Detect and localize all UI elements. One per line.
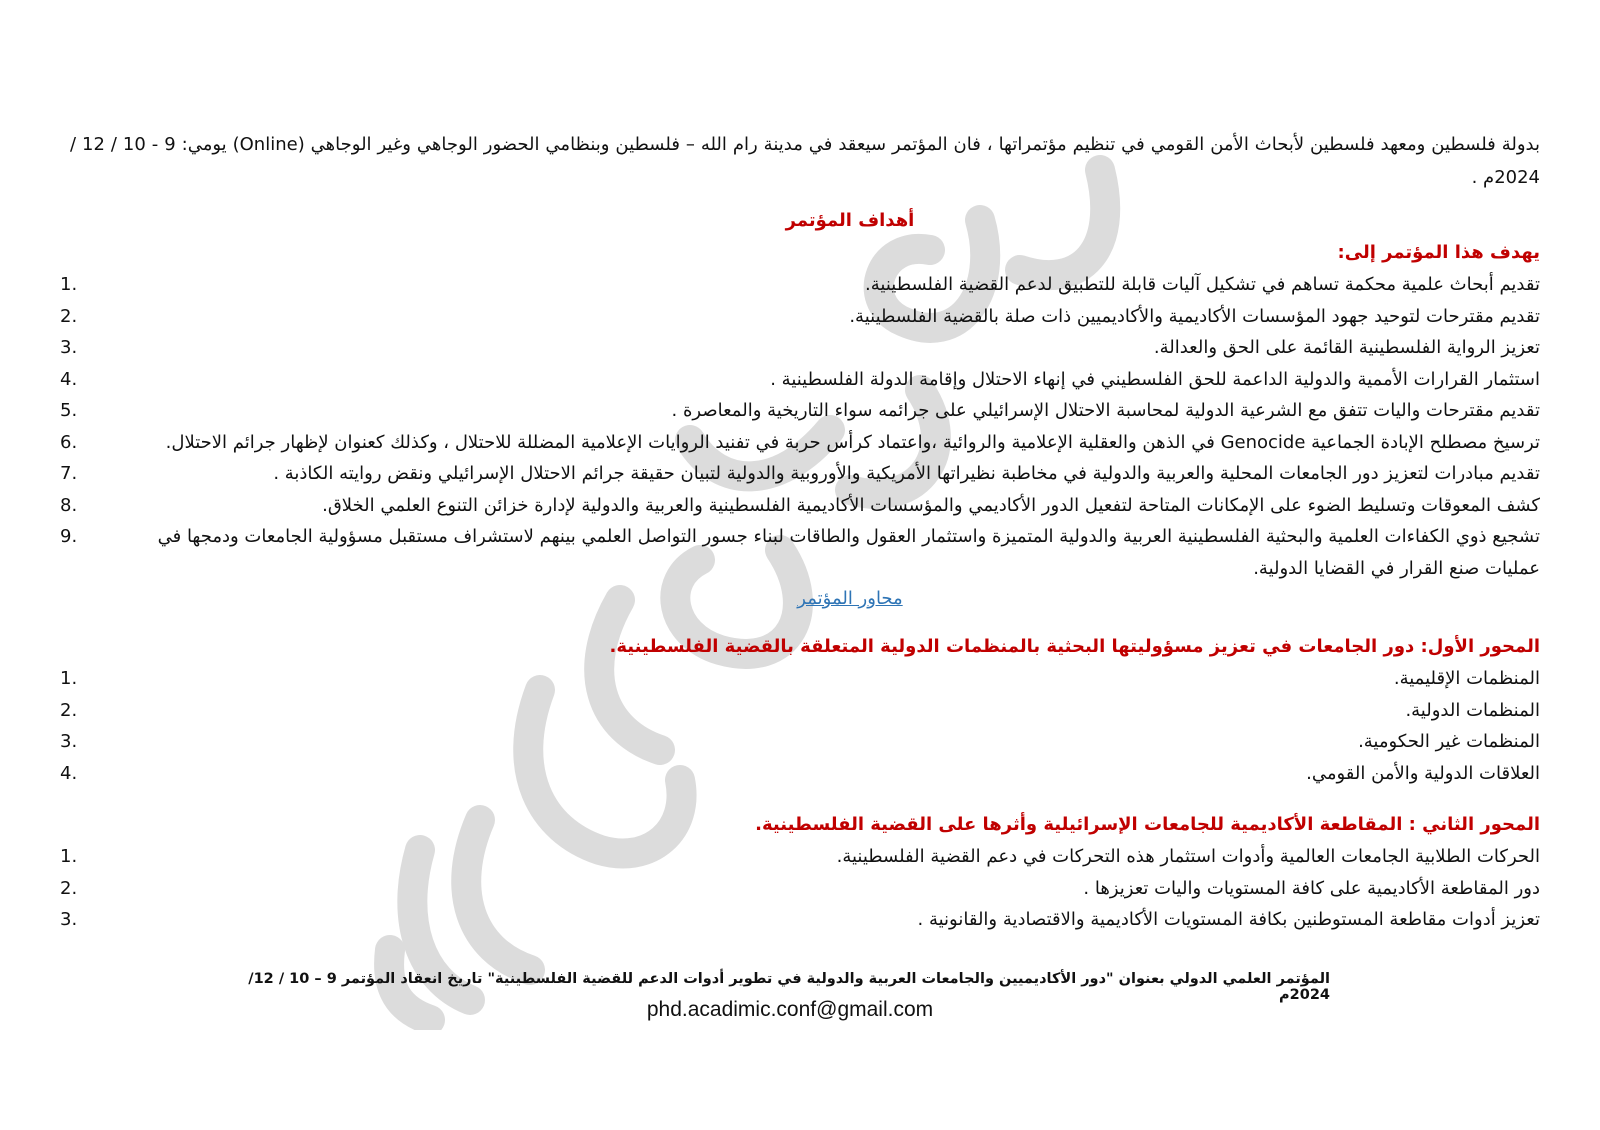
list-item — [60, 490, 1540, 522]
intro-paragraph: بدولة فلسطين ومعهد فلسطين لأبحاث الأمن القومي في تنظيم مؤتمراتها ، فان المؤتمر سيعقد في مدينة رام الله – فلسطين وبنظامي الحضور الوجاهي وغير الوجاهي (Online) يومي: 9 - 10 / 12 / 2024م . — [70, 134, 1540, 188]
list-item — [60, 395, 1540, 427]
list-item-number: 2. — [60, 877, 78, 899]
list-item-text: دور المقاطعة الأكاديمية على كافة المستويات واليات تعزيزها . — [1083, 877, 1540, 899]
axis2-title: المحور الثاني : المقاطعة الأكاديمية للجامعات الإسرائيلية وأثرها على القضية الفلسطينية. — [755, 814, 1540, 835]
list-item-number: 6. — [60, 431, 78, 453]
list-item — [60, 364, 1540, 396]
list-item-text: تعزيز الرواية الفلسطينية القائمة على الحق والعدالة. — [1153, 337, 1540, 358]
list-item — [60, 663, 1540, 695]
list-item-text: تقديم مبادرات لتعزيز دور الجامعات المحلية والعربية والدولية في مخاطبة نظيراتها الأمريكية والأوروبية والدولية لتبيان حقيقة جرائم الاحتلال الإسرائيلي ونقض روايته الكاذبة . — [273, 463, 1540, 484]
list-item-text: العلاقات الدولية والأمن القومي. — [1306, 762, 1540, 784]
list-item-number: 3. — [60, 909, 78, 930]
list-item-text: استثمار القرارات الأممية والدولية الداعمة للحق الفلسطيني في إنهاء الاحتلال وإقامة الدولة الفلسطينية . — [770, 368, 1540, 390]
list-item — [60, 269, 1540, 301]
goals-heading: أهداف المؤتمر — [785, 210, 915, 231]
list-item-text: المنظمات الدولية. — [1405, 699, 1540, 721]
document-body — [60, 128, 1540, 936]
footer-email[interactable]: phd.acadimic.conf@gmail.com — [646, 998, 934, 1021]
axes-heading[interactable]: محاور المؤتمر — [797, 588, 903, 609]
list-item-text: تقديم مقترحات واليات تتفق مع الشرعية الدولية لمحاسبة الاحتلال الإسرائيلي على جرائمه سواء التاريخية والمعاصرة . — [671, 400, 1540, 421]
list-item-text: الحركات الطلابية الجامعات العالمية وأدوات استثمار هذه التحركات في دعم القضية الفلسطينية. — [836, 846, 1540, 867]
axis1-title: المحور الأول: دور الجامعات في تعزيز مسؤوليتها البحثية بالمنظمات الدولية المتعلقة بالقضية الفلسطينية. — [609, 636, 1540, 657]
list-item-number: 2. — [60, 305, 78, 327]
list-item-number: 4. — [60, 368, 78, 390]
list-item-text: ترسيخ مصطلح الإبادة الجماعية Genocide في الذهن والعقلية الإعلامية والروائية ،واعتماد كرأس حربة في تفنيد الروايات الإعلامية المضللة للاحتلال ، وكذلك كعنوان لإظهار جرائم الاحتلال. — [165, 431, 1540, 453]
list-item-number: 1. — [60, 274, 78, 295]
list-item — [60, 427, 1540, 459]
list-item — [60, 758, 1540, 790]
goals-intro: يهدف هذا المؤتمر إلى: — [1337, 242, 1540, 263]
list-item — [60, 873, 1540, 905]
list-item — [60, 521, 1540, 584]
list-item-text: تشجيع ذوي الكفاءات العلمية والبحثية الفلسطينية العربية والدولية المتميزة واستثمار العقول والطاقات لبناء جسور التواصل العلمي بينهم لاستشراف مستقبل مسؤولية الجامعات ودمجها في عمليات صنع القرار في القضايا الدولية. — [157, 526, 1540, 579]
list-item — [60, 695, 1540, 727]
list-item-number: 1. — [60, 846, 78, 867]
footer-conference-title: المؤتمر العلمي الدولي بعنوان "دور الأكاديميين والجامعات العربية والدولية في تطوير أدوات الدعم للقضية الفلسطينية" تاريخ انعقاد المؤتمر 9 – 10 / 12/ 2024م — [248, 971, 1330, 1003]
list-item-number: 3. — [60, 731, 78, 752]
axis1-list — [60, 663, 1540, 789]
list-item-number: 5. — [60, 400, 78, 421]
list-item-number: 1. — [60, 668, 78, 689]
list-item-number: 3. — [60, 337, 78, 358]
list-item — [60, 726, 1540, 758]
list-item — [60, 904, 1540, 936]
axis2-list — [60, 841, 1540, 936]
list-item — [60, 458, 1540, 490]
list-item-text: تقديم أبحاث علمية محكمة تساهم في تشكيل آليات قابلة للتطبيق لدعم القضية الفلسطينية. — [865, 274, 1540, 295]
list-item — [60, 841, 1540, 873]
list-item — [60, 301, 1540, 333]
list-item-number: 8. — [60, 494, 78, 516]
list-item — [60, 332, 1540, 364]
list-item-number: 2. — [60, 699, 78, 721]
list-item-number: 9. — [60, 526, 78, 547]
list-item-text: تعزيز أدوات مقاطعة المستوطنين بكافة المستويات الأكاديمية والاقتصادية والقانونية . — [917, 909, 1540, 930]
list-item-number: 7. — [60, 463, 78, 484]
list-item-text: تقديم مقترحات لتوحيد جهود المؤسسات الأكاديمية والأكاديميين ذات صلة بالقضية الفلسطينية. — [849, 305, 1540, 327]
goals-list — [60, 269, 1540, 584]
list-item-text: كشف المعوقات وتسليط الضوء على الإمكانات المتاحة لتفعيل الدور الأكاديمي والمؤسسات الأكاديمية الفلسطينية والعربية والدولية لإدارة خزائن التنوع العلمي الخلاق. — [322, 494, 1540, 516]
list-item-text: المنظمات غير الحكومية. — [1358, 731, 1540, 752]
list-item-text: المنظمات الإقليمية. — [1393, 668, 1540, 689]
list-item-number: 4. — [60, 762, 78, 784]
